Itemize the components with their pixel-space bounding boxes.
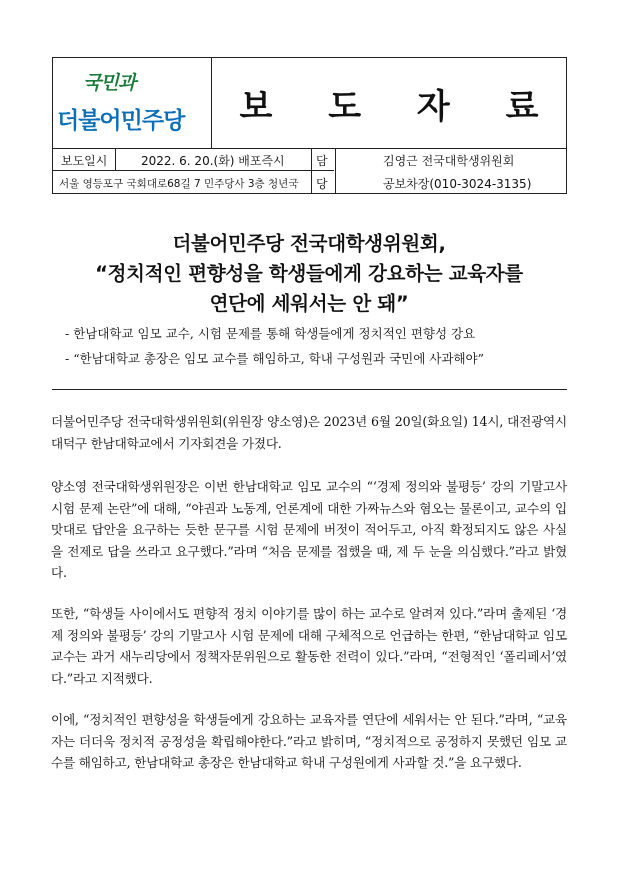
table-divider <box>53 148 566 149</box>
logo-slogan: 국민과 <box>83 72 136 94</box>
release-label: 보도일시 <box>61 154 108 168</box>
press-title-cell <box>212 58 566 148</box>
contact-label-1: 담 <box>316 154 328 168</box>
office-address: 서울 영등포구 국회대로68길 7 민주당사 3층 청년국 <box>59 178 299 190</box>
table-divider <box>335 148 336 193</box>
logo-party-name: 더불어민주당 <box>57 108 185 134</box>
headline-line-3: 연단에 세워서는 안 돼” <box>209 292 409 315</box>
headline-line-1: 더불어민주당 전국대학생위원회, <box>172 232 446 255</box>
table-divider <box>115 148 116 170</box>
contact-label-2: 당 <box>316 177 328 191</box>
release-value: 2022. 6. 20.(화) 배포즉시 <box>141 154 285 168</box>
table-divider <box>311 148 312 193</box>
body-paragraph: 양소영 전국대학생위원장은 이번 한남대학교 임모 교수의 “‘경제 정의와 불평등’ 강의 기말고사 시험 문제 논란”에 대해, “야권과 노동계, 언론계에 대한 가짜뉴스와 혐오는 물론이고, 교수의 입맛대로 답안을 요구하는 듯한 문구를 시험 문제에 버젓이 적어두고, 아직 확정되지도 않은 사실을 전제로 답을 쓰라고 요구했다.”라며 “처음 문제를 접했을 때, 제 두 눈을 의심했다.”라고 밝혔다. <box>51 479 567 580</box>
body-paragraph: 더불어민주당 전국대학생위원회(위원장 양소영)은 2023년 6월 20일(화요일) 14시, 대전광역시 대덕구 한남대학교에서 기자회견을 가졌다. <box>51 414 567 451</box>
header-table <box>52 57 567 194</box>
contact-phone: 공보차장(010-3024-3135) <box>383 177 532 191</box>
party-logo <box>53 58 212 148</box>
headline-line-2: “정치적인 편향성을 학생들에게 강요하는 교육자를 <box>95 262 523 285</box>
table-divider <box>53 170 334 171</box>
press-title: 보 도 자 료 <box>239 86 561 127</box>
section-divider <box>52 389 567 390</box>
subpoint: - “한남대학교 총장은 임모 교수를 해임하고, 학내 구성원과 국민에 사과해야” <box>65 351 484 366</box>
subpoint: - 한남대학교 임모 교수, 시험 문제를 통해 학생들에게 정치적인 편향성 강요 <box>65 326 476 341</box>
body-paragraph: 이에, “정치적인 편향성을 학생들에게 강요하는 교육자를 연단에 세워서는 안 된다.”라며, “교육자는 더더욱 정치적 공정성을 확립해야한다.”라고 밝히며, “정치적으로 공정하지 못했던 임모 교수를 해임하고, 한남대학교 총장은 한남대학교 학내 구성원에게 사과할 것.”을 요구했다. <box>51 712 567 770</box>
body-paragraph: 또한, “학생들 사이에서도 편향적 정치 이야기를 많이 하는 교수로 알려져 있다.”라며 출제된 ‘경제 정의와 불평등’ 강의 기말고사 시험 문제에 대해 구체적으로 언급하는 한편, “한남대학교 임모 교수는 과거 새누리당에서 정책자문위원으로 활동한 전력이 있다.”라며, “전형적인 ‘폴리페서’였다.”라고 지적했다. <box>51 606 567 686</box>
contact-name: 김영근 전국대학생위원회 <box>383 154 515 168</box>
